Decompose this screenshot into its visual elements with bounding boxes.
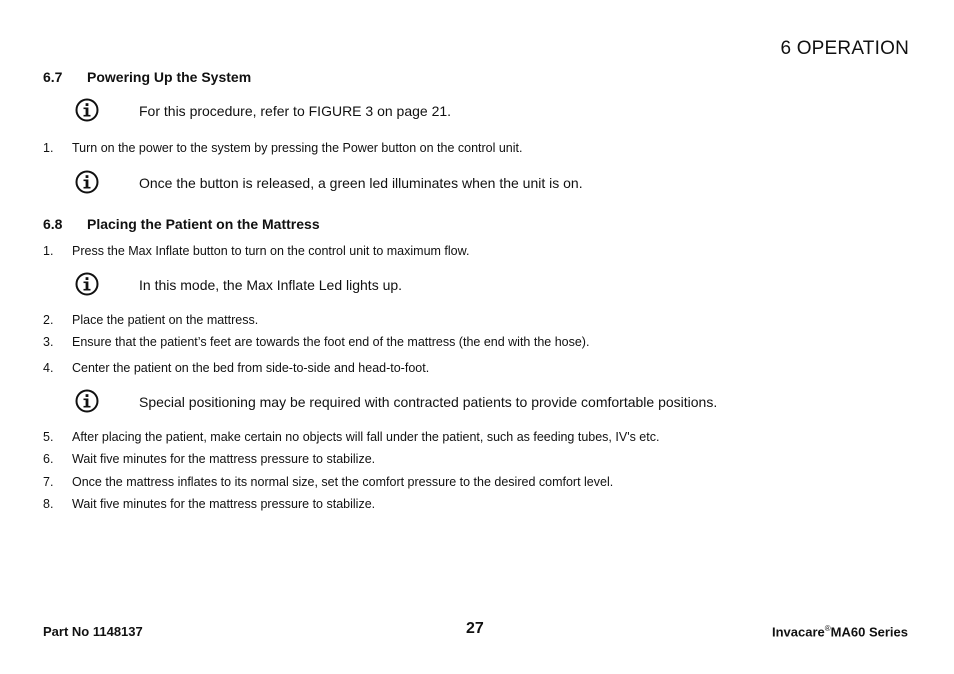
info-icon bbox=[75, 170, 99, 194]
step-text: Once the mattress inflates to its normal size, set the comfort pressure to the desired comfort level. bbox=[72, 475, 614, 489]
registered-mark: ® bbox=[824, 624, 831, 633]
note-text: Once the button is released, a green led illuminates when the unit is on. bbox=[139, 175, 583, 191]
step-number: 2. bbox=[43, 313, 54, 327]
step-number: 1. bbox=[43, 141, 54, 155]
step-number: 8. bbox=[43, 497, 54, 511]
note-text: For this procedure, refer to FIGURE 3 on page 21. bbox=[139, 103, 452, 119]
step-number: 4. bbox=[43, 361, 54, 375]
step-text: Wait five minutes for the mattress pressure to stabilize. bbox=[72, 497, 376, 511]
note-text: Special positioning may be required with contracted patients to provide comfortable positions. bbox=[139, 394, 718, 410]
step-text: Place the patient on the mattress. bbox=[72, 313, 259, 327]
step-number: 3. bbox=[43, 335, 54, 349]
note-text: In this mode, the Max Inflate Led lights up. bbox=[139, 277, 403, 293]
step-number: 1. bbox=[43, 244, 54, 258]
series-name: MA60 Series bbox=[830, 624, 908, 640]
brand-name: Invacare bbox=[772, 624, 825, 640]
section-title: Placing the Patient on the Mattress bbox=[87, 216, 320, 232]
step-number: 5. bbox=[43, 430, 54, 444]
page-number: 27 bbox=[466, 620, 484, 637]
chapter-title: 6 OPERATION bbox=[780, 38, 909, 59]
step-text: Ensure that the patient’s feet are towards the foot end of the mattress (the end with the hose). bbox=[72, 335, 590, 349]
step-text: Wait five minutes for the mattress pressure to stabilize. bbox=[72, 452, 376, 466]
info-icon bbox=[75, 272, 99, 296]
step-text: After placing the patient, make certain no objects will fall under the patient, such as feeding tubes, IV's etc. bbox=[72, 430, 660, 444]
info-icon bbox=[75, 98, 99, 122]
step-text: Press the Max Inflate button to turn on the control unit to maximum flow. bbox=[72, 244, 470, 258]
step-text: Center the patient on the bed from side-to-side and head-to-foot. bbox=[72, 361, 430, 375]
step-text: Turn on the power to the system by pressing the Power button on the control unit. bbox=[72, 141, 523, 155]
step-number: 7. bbox=[43, 475, 54, 489]
section-number: 6.8 bbox=[43, 216, 63, 232]
section-number: 6.7 bbox=[43, 69, 63, 85]
info-icon bbox=[75, 389, 99, 413]
part-number: Part No 1148137 bbox=[43, 624, 143, 639]
product-name bbox=[772, 624, 908, 639]
section-title: Powering Up the System bbox=[87, 69, 252, 85]
step-number: 6. bbox=[43, 452, 54, 466]
